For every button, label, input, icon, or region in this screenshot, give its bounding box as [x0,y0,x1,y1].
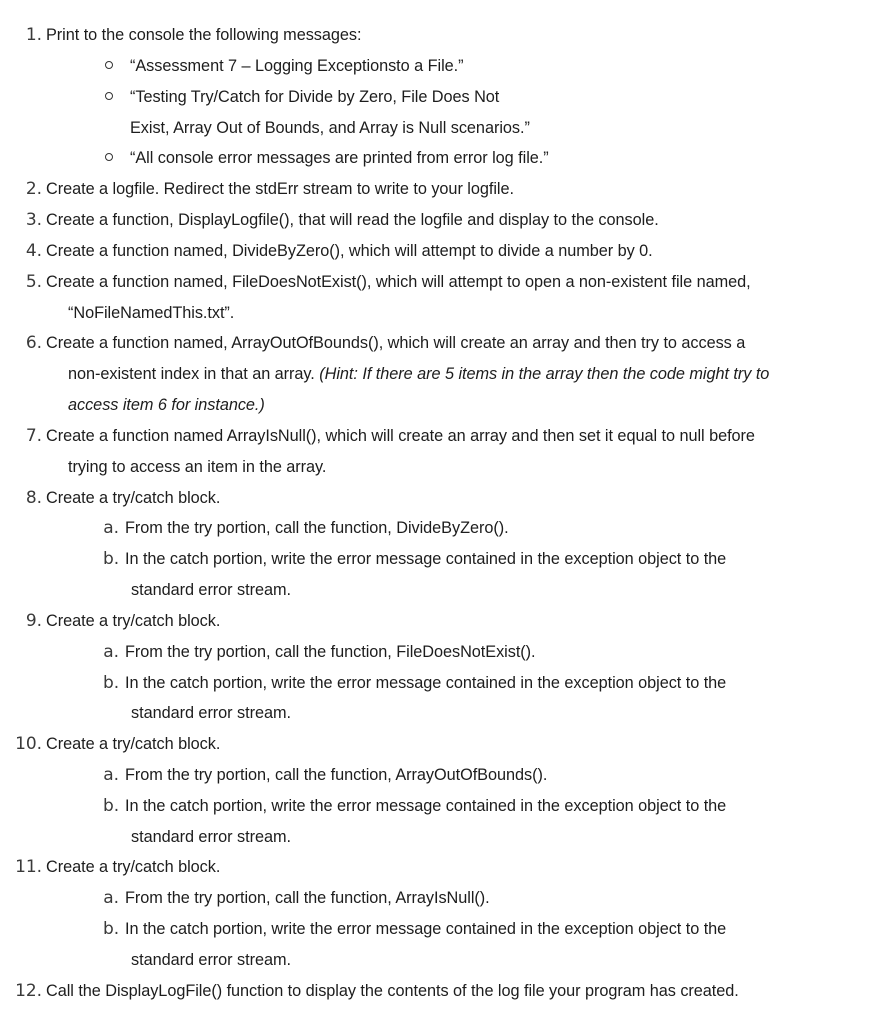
item-text: Create a function named, DivideByZero(), which will attempt to divide a number by 0. [46,242,653,260]
sub-item-letter: b. [103,796,120,816]
sub-item-b-continuation [131,579,291,601]
item-number: 5. [25,272,42,292]
item-text: non-existent index in that an array. [68,365,315,383]
list-item-10 [11,733,220,755]
item-text: “NoFileNamedThis.txt”. [68,304,235,322]
hollow-circle-bullet-icon [105,61,113,69]
list-item-5 [20,271,751,293]
sub-item-text: From the try portion, call the function, ArrayIsNull(). [125,889,490,907]
sub-item-text: From the try portion, call the function, ArrayOutOfBounds(). [125,766,548,784]
sub-item-text: In the catch portion, write the error message contained in the exception object to the [125,920,727,938]
list-item-3 [20,209,659,231]
sub-item-letter: b. [103,549,120,569]
bullet-item [105,55,464,77]
bullet-text: Exist, Array Out of Bounds, and Array is Null scenarios.” [130,119,530,137]
sub-item-text: In the catch portion, write the error message contained in the exception object to the [125,674,727,692]
item-text: Create a try/catch block. [46,858,221,876]
sub-item-letter: a. [103,765,119,785]
sub-item-text: standard error stream. [131,951,291,969]
item-text: Create a function named, FileDoesNotExist(), which will attempt to open a non-existent file named, [46,273,751,291]
sub-item-b-continuation [131,826,291,848]
sub-item-letter: a. [103,888,119,908]
list-item-11 [11,856,220,878]
sub-item-text: In the catch portion, write the error message contained in the exception object to the [125,797,727,815]
hint-text: (Hint: If there are 5 items in the array then the code might try to [319,365,770,383]
sub-item-b-continuation [131,702,291,724]
sub-item-a [103,641,536,663]
sub-item-letter: a. [103,518,119,538]
sub-item-text: standard error stream. [131,704,291,722]
item-text: Create a try/catch block. [46,489,221,507]
list-item-5-continuation [68,302,234,324]
bullet-item-continuation [130,117,530,139]
list-item-6 [20,332,745,354]
sub-item-b [103,548,726,570]
item-number: 12. [15,981,42,1001]
list-item-2 [20,178,514,200]
item-number: 2. [25,179,42,199]
item-text: Create a function named, ArrayOutOfBounds(), which will create an array and then try to access a [46,334,746,352]
bullet-item [105,147,549,169]
sub-item-a [103,517,509,539]
item-number: 7. [25,426,42,446]
sub-item-b [103,795,726,817]
item-text: Create a function, DisplayLogfile(), that will read the logfile and display to the console. [46,211,659,229]
sub-item-a [103,887,490,909]
item-text: Create a try/catch block. [46,612,221,630]
sub-item-a [103,764,547,786]
sub-item-b [103,918,726,940]
sub-item-b [103,672,726,694]
list-item-12 [11,980,739,1002]
sub-item-text: From the try portion, call the function, FileDoesNotExist(). [125,643,536,661]
sub-item-text: standard error stream. [131,581,291,599]
bullet-text: “Testing Try/Catch for Divide by Zero, File Does Not [130,88,500,106]
sub-item-letter: b. [103,919,120,939]
item-text: Print to the console the following messages: [46,26,362,44]
sub-item-letter: a. [103,642,119,662]
list-item-4 [20,240,653,262]
item-text: Create a function named ArrayIsNull(), which will create an array and then set it equal to null before [46,427,755,445]
item-number: 11. [15,857,42,877]
item-number: 1. [25,25,42,45]
hint-text: access item 6 for instance.) [68,396,265,414]
item-text: Create a logfile. Redirect the stdErr stream to write to your logfile. [46,180,514,198]
list-item-7 [20,425,755,447]
bullet-text: “Assessment 7 – Logging Exceptionsto a File.” [130,57,464,75]
sub-item-b-continuation [131,949,291,971]
sub-item-text: From the try portion, call the function, DivideByZero(). [125,519,509,537]
list-item-6-continuation [68,363,769,385]
item-number: 6. [25,333,42,353]
item-number: 8. [25,488,42,508]
item-number: 9. [25,611,42,631]
list-item-9 [20,610,220,632]
item-text: trying to access an item in the array. [68,458,327,476]
list-item-1 [20,24,361,46]
item-number: 3. [25,210,42,230]
item-number: 10. [15,734,42,754]
hollow-circle-bullet-icon [105,153,113,161]
sub-item-text: In the catch portion, write the error message contained in the exception object to the [125,550,727,568]
bullet-text: “All console error messages are printed from error log file.” [130,149,549,167]
sub-item-text: standard error stream. [131,828,291,846]
list-item-6-hint [68,394,265,416]
list-item-7-continuation [68,456,326,478]
hollow-circle-bullet-icon [105,92,113,100]
item-number: 4. [25,241,42,261]
item-text: Create a try/catch block. [46,735,221,753]
bullet-item [105,86,499,108]
list-item-8 [20,487,220,509]
item-text: Call the DisplayLogFile() function to display the contents of the log file your program has created. [46,982,739,1000]
sub-item-letter: b. [103,673,120,693]
